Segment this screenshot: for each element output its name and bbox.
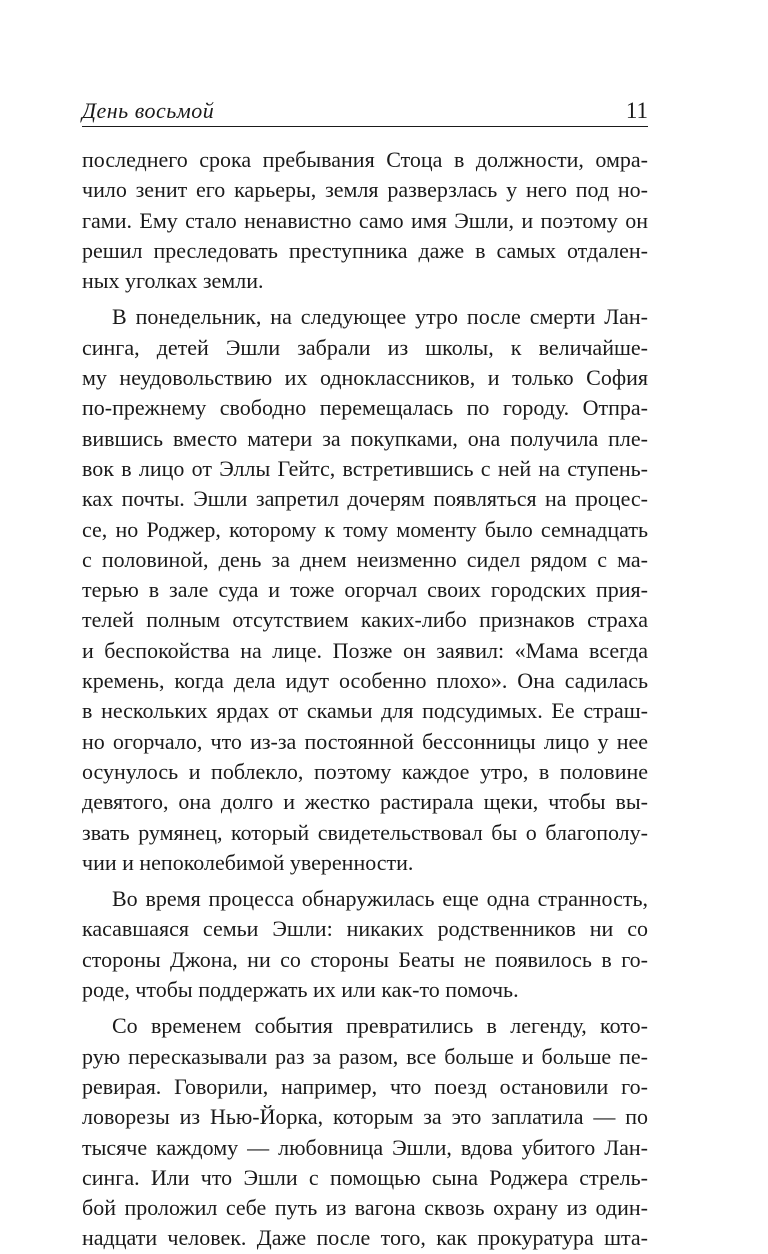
text-line: роде, чтобы поддержать их или как-то помочь. (82, 977, 519, 1003)
text-line: в нескольких ярдах от скамьи для подсудимых. Ее страш- (82, 698, 648, 724)
text-line: му неудовольствию их одноклассников, и только София (82, 365, 648, 391)
text-line: гами. Ему стало ненавистно само имя Эшли, и поэтому он (82, 207, 648, 233)
text-line: телей полным отсутствием каких-либо признаков страха (82, 607, 648, 633)
text-line: по-прежнему свободно перемещалась по городу. Отпра- (82, 395, 648, 421)
text-line: решил преследовать преступника даже в самых отдален- (82, 237, 648, 263)
text-line: звать румянец, который свидетельствовал бы о благополу- (82, 819, 648, 845)
paragraph (82, 302, 648, 878)
text-line: синга. Или что Эшли с помощью сына Роджера стрель- (82, 1164, 648, 1190)
text-line: терью в зале суда и тоже огорчал своих городских прия- (82, 577, 648, 603)
text-line: Со временем события превратились в легенду, кото- (112, 1013, 648, 1039)
text-line: кремень, когда дела идут особенно плохо». Она садилась (82, 668, 648, 694)
text-line: ных уголках земли. (82, 268, 264, 294)
text-line: касавшаяся семьи Эшли: никаких родственников ни со (82, 916, 648, 942)
text-line: чии и непоколебимой уверенности. (82, 849, 414, 875)
text-line: последнего срока пребывания Стоца в должности, омра- (82, 147, 648, 172)
page-number: 11 (625, 98, 648, 123)
text-line: вок в лицо от Эллы Гейтс, встретившись с ней на ступень- (82, 455, 648, 481)
text-line: девятого, она долго и жестко растирала щеки, чтобы вы- (82, 789, 648, 815)
text-line: осунулось и поблекло, поэтому каждое утро, в половине (82, 758, 648, 784)
paragraph (82, 1011, 648, 1253)
text-line: се, но Роджер, которому к тому моменту было семнадцать (82, 516, 648, 542)
text-line: В понедельник, на следующее утро после смерти Лан- (112, 304, 648, 330)
text-line: но огорчало, что из-за постоянной бессонницы лицо у нее (82, 728, 648, 754)
text-line: бой проложил себе путь из вагона сквозь охрану из один- (82, 1195, 648, 1221)
text-line: надцати человек. Даже после того, как прокуратура шта- (82, 1225, 648, 1251)
text-line: синга, детей Эшли забрали из школы, к величайше- (82, 334, 648, 360)
text-line: ревирая. Говорили, например, что поезд остановили го- (82, 1073, 648, 1099)
running-header (82, 96, 648, 127)
text-line: рую пересказывали раз за разом, все больше и больше пе- (82, 1043, 648, 1069)
paragraph (82, 884, 648, 1005)
text-line: стороны Джона, ни со стороны Беаты не появилось в го- (82, 946, 648, 972)
text-line: ловорезы из Нью-Йорка, которым за это заплатила — по (82, 1104, 648, 1130)
paragraph (82, 145, 648, 296)
running-title: День восьмой (82, 98, 215, 123)
text-line: и беспокойства на лице. Позже он заявил: «Мама всегда (82, 637, 648, 663)
text-line: ках почты. Эшли запретил дочерям появляться на процес- (82, 486, 648, 512)
text-line: с половиной, день за днем неизменно сидел рядом с ма- (82, 546, 648, 572)
body-text (82, 145, 648, 1254)
text-line: чило зенит его карьеры, земля разверзлась у него под но- (82, 177, 648, 203)
text-line: Во время процесса обнаружилась еще одна странность, (112, 886, 648, 912)
text-line: тысяче каждому — любовница Эшли, вдова убитого Лан- (82, 1134, 648, 1160)
text-line: вившись вместо матери за покупками, она получила пле- (82, 425, 648, 451)
